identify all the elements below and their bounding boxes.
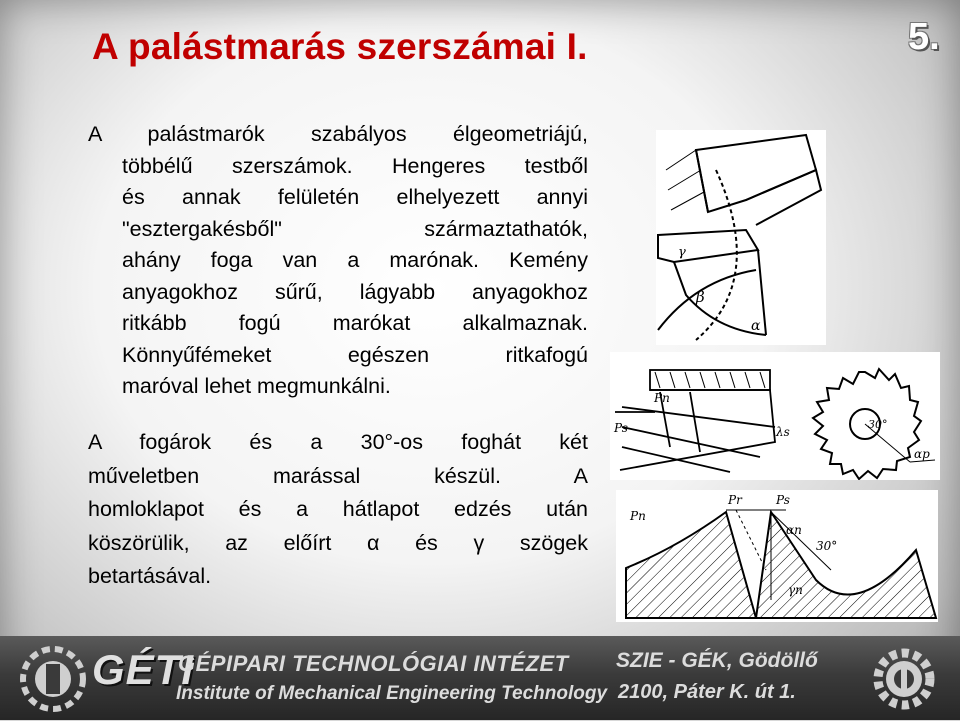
text-line: homloklapot és a hátlapot edzés után bbox=[88, 497, 588, 521]
angle-label: γn bbox=[788, 583, 803, 597]
text-line: A palástmarók szabályos élgeometriájú, bbox=[88, 122, 588, 146]
footer-university: SZIE - GÉK, Gödöllő bbox=[616, 649, 818, 672]
footer-institute-hu: GÉPIPARI TECHNOLÓGIAI INTÉZET bbox=[178, 651, 569, 676]
text-line: ahány foga van a marónak. Kemény bbox=[122, 248, 588, 272]
tooth-profile-drawing bbox=[616, 490, 938, 622]
angle-label: α bbox=[751, 318, 761, 334]
text-line: betartásával. bbox=[88, 564, 212, 588]
text-line: köszörülik, az előírt α és γ szögek bbox=[88, 530, 588, 555]
cutter-views-drawing bbox=[610, 352, 940, 480]
text-line: műveletben marással készül. A bbox=[88, 463, 588, 488]
figure-tool-geometry bbox=[656, 130, 826, 345]
slide-title: A palástmarás szerszámai I. bbox=[92, 26, 588, 67]
angle-label: 30° bbox=[816, 539, 838, 553]
angle-label: γ bbox=[678, 245, 686, 260]
text-line: maróval lehet megmunkálni. bbox=[122, 374, 391, 398]
page-number-badge bbox=[900, 8, 958, 72]
gear-logo-icon bbox=[866, 642, 942, 716]
text-line: "esztergakésből" származtathatók, bbox=[122, 216, 588, 241]
figure-tooth-profile bbox=[616, 490, 938, 622]
plane-label: Pr bbox=[728, 493, 742, 507]
angle-label: λs bbox=[776, 425, 790, 439]
angle-label: β bbox=[696, 288, 705, 306]
text-line: többélű szerszámok. Hengeres testből bbox=[122, 153, 588, 178]
geti-logo-icon bbox=[18, 644, 88, 714]
plane-label: Pn bbox=[654, 391, 670, 405]
plane-label: Ps bbox=[614, 421, 628, 435]
angle-label: αp bbox=[914, 447, 930, 461]
text-line: ritkább fogú marókat alkalmaznak. bbox=[122, 311, 588, 335]
angle-label: 30° bbox=[868, 418, 888, 431]
text-line: A fogárok és a 30°-os foghát két bbox=[88, 430, 588, 454]
plane-label: Pn bbox=[630, 509, 646, 523]
angle-label: αn bbox=[786, 523, 802, 537]
page-number: 5. bbox=[908, 16, 940, 58]
footer-institute-en: Institute of Mechanical Engineering Technology bbox=[176, 683, 608, 704]
figure-cutter-views bbox=[610, 352, 940, 480]
paragraph-intro bbox=[88, 119, 588, 403]
plane-label: Ps bbox=[776, 493, 790, 507]
text-line: Könnyűfémeket egészen ritkafogú bbox=[122, 342, 588, 367]
paragraph-grooves bbox=[88, 426, 588, 594]
text-line: és annak felületén elhelyezett annyi bbox=[122, 185, 588, 209]
footer-logo-text: GÉTI bbox=[92, 646, 195, 693]
footer-address: 2100, Páter K. út 1. bbox=[618, 681, 796, 703]
tool-geometry-drawing bbox=[656, 130, 826, 345]
text-line: anyagokhoz sűrű, lágyabb anyagokhoz bbox=[122, 279, 588, 304]
